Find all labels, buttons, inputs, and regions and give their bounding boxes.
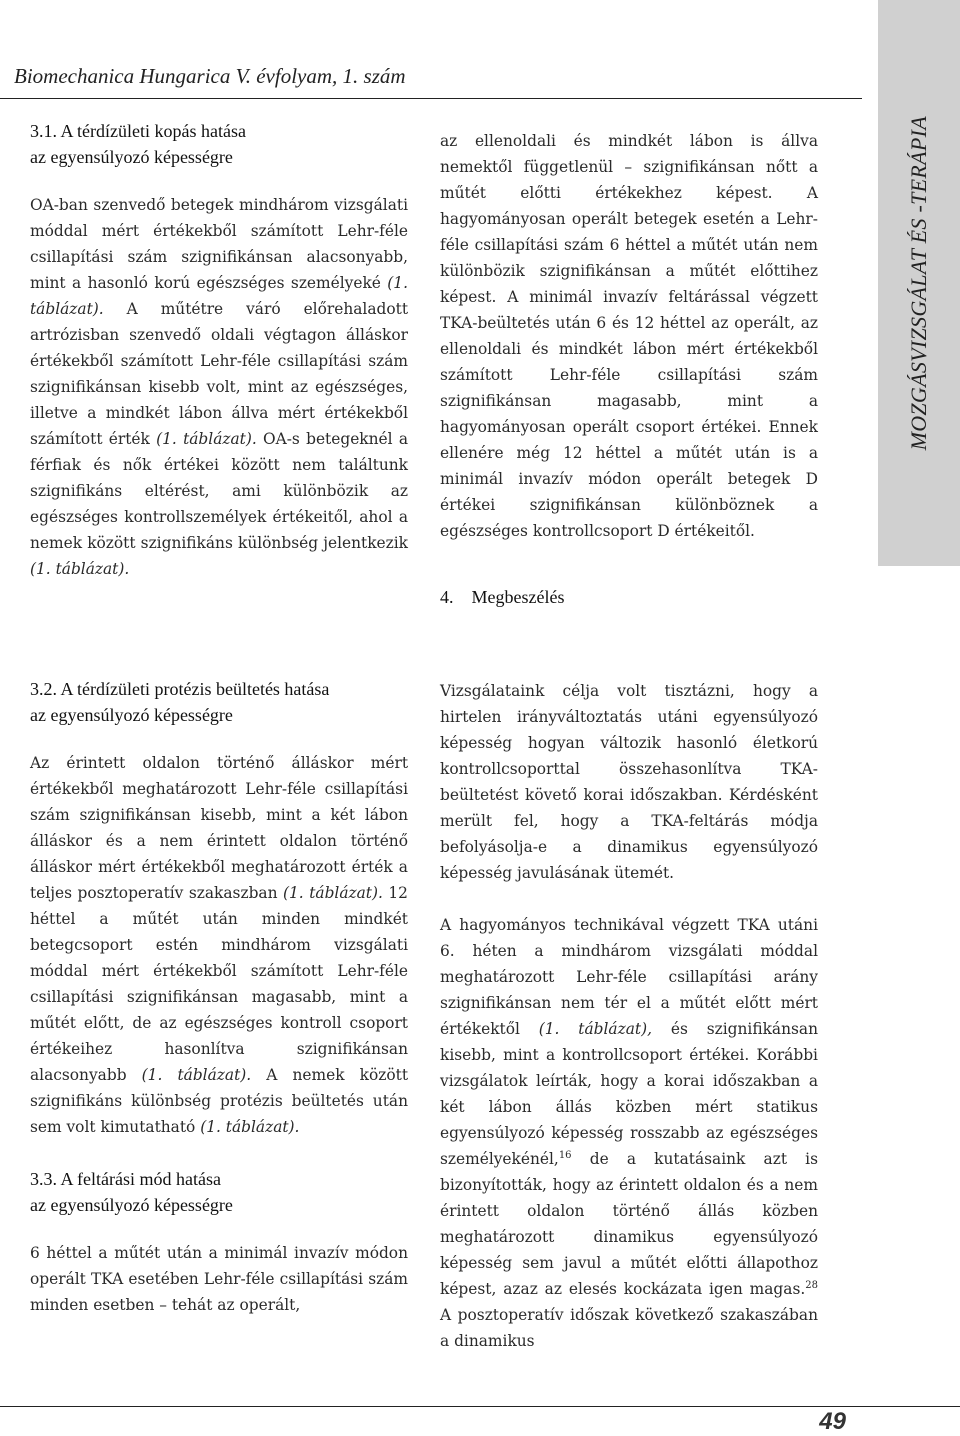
header-rule (0, 98, 862, 99)
citation-28: 28 (805, 1280, 818, 1291)
table-reference: (1. táblázat). (200, 1118, 300, 1136)
discussion-paragraph-1: Vizsgálataink célja volt tisztázni, hogy a hirtelen irányváltoztatás utáni egyensúlyozó képesség hogyan változik hasonló életkorú kontrollcsoporttal összehasonlítva TKA-beültetést követő korai időszakban. Kérdésként merült fel, hogy a TKA-feltárás módja befolyásolja-e a dinamikus egyensúlyozó képesség javulásának ütemét. (440, 682, 818, 882)
section-3-2-title-line1: 3.2. A térdízületi protézis beültetés hatása (30, 679, 330, 699)
table-reference: (1. táblázat). (283, 884, 383, 902)
side-section-label: MOZGÁSVIZSGÁLAT ÉS -TERÁPIA (906, 115, 931, 451)
discussion-paragraph-2: A hagyományos technikával végzett TKA utáni 6. héten a mindhárom vizsgálati móddal meghatározott Lehr-féle csillapítási arány szignifikánsan nem tér el a műtét előtt mért értékektől (1. táblázat), és szignifikánsan kisebb, mint a kontrollcsoport értékei. Korábbi vizsgálatok leírták, hogy a korai időszakban a két lábon állás közben mért statikus egyensúlyozó képesség rosszabb az egészséges személyekénél,$^{16}$ de a kutatásaink azt is bizonyították, hogy az érintett oldalon és a nem érintett oldalon történő állás közben meghatározott dinamikus egyensúlyozó képesség sem javul a műtét előtti állapothoz képest, azaz az elesés kockázata igen magas.$^{28}$ A posztoperatív időszak következő szakaszában a dinamikus (440, 916, 818, 1350)
section-4-discussion (440, 678, 818, 1354)
section-3-1 (30, 118, 408, 582)
table-reference: (1. táblázat), (538, 1020, 652, 1038)
table-reference: (1. táblázat). (30, 274, 408, 318)
side-section-tab (878, 0, 960, 566)
section-3-1-title-line1: 3.1. A térdízületi kopás hatása (30, 121, 246, 141)
section-3-3-title-line2: az egyensúlyozó képességre (30, 1195, 233, 1215)
table-reference: (1. táblázat). (30, 560, 130, 578)
section-3-3-continued-paragraph: az ellenoldali és mindkét lábon is állva nemektől függetlenül – szignifikánsan nőtt a műtét előtti értékekhez képest. A hagyományosan operált betegek esetén a Lehr-féle csillapítási szám 6 héttel a műtét után nem különbözik szignifikánsan a műtét előttihez képest. A minimál invazív feltárással végzett TKA-beültetés után 6 és 12 héttel az operált, az ellenoldali és mindkét lábon mért értékekből számított Lehr-féle csillapítási szám szignifikánsan magasabb, mint a hagyományosan operált csoport értékei. Ennek ellenére még 12 héttel a műtét után is a minimál invazív módon operált betegek D értékei szignifikánsan különböznek a egészséges kontrollcsoport D értékeitől. (440, 132, 818, 540)
section-3-3-continued (440, 128, 818, 610)
section-3-2-and-3-3 (30, 676, 408, 1318)
section-3-3-title-line1: 3.3. A feltárási mód hatása (30, 1169, 221, 1189)
running-header: Biomechanica Hungarica V. évfolyam, 1. szám (14, 64, 406, 88)
section-3-1-heading (30, 118, 408, 170)
section-3-1-title-line2: az egyensúlyozó képességre (30, 147, 233, 167)
page-number: 49 (819, 1408, 846, 1435)
footer-rule (0, 1406, 960, 1407)
table-reference: (1. táblázat). (156, 430, 257, 448)
section-3-2-heading (30, 676, 408, 728)
citation-16: 16 (558, 1150, 572, 1161)
table-reference: (1. táblázat). (141, 1066, 252, 1084)
section-4-heading: 4. Megbeszélés (440, 587, 565, 607)
section-3-2-title-line2: az egyensúlyozó képességre (30, 705, 233, 725)
section-3-3-heading (30, 1166, 408, 1218)
section-3-2-paragraph: Az érintett oldalon történő álláskor mért értékekből meghatározott Lehr-féle csillapítási szám szignifikánsan kisebb, mint a két lábon álláskor és a nem érintett oldalon történő álláskor mért értékekből meghatározott érték a teljes posztoperatív szakaszban (1. táblázat). 12 héttel a műtét után minden mindkét betegcsoport estén mindhárom vizsgálati móddal mért értékekből számított Lehr-féle csillapítási szignifikánsan magasabb, mint a műtét előtt, de az egészséges kontroll csoport értékeihez hasonlítva szignifikánsan alacsonyabb (1. táblázat). A nemek között szignifikáns különbség protézis beültetés után sem volt kimutatható (1. táblázat). (30, 754, 408, 1136)
section-3-1-paragraph: OA-ban szenvedő betegek mindhárom vizsgálati móddal mért értékekből számított Lehr-féle csillapítási szám szignifikánsan alacsonyabb, mint a hasonló korú egészséges személyeké (1. táblázat). A műtétre váró előrehaladott artrózisban szenvedő oldali végtagon álláskor értékekből számított Lehr-féle csillapítási szám szignifikánsan kisebb volt, mint az egészséges, illetve a mindkét lábon állva mért értékekből számított érték (1. táblázat). OA-s betegeknél a férfiak és nők értékei között nem találtunk szignifikáns eltérést, ami különbözik az egészséges kontrollszemélyek értékeitől, ahol a nemek között szignifikáns különbség jelentkezik (1. táblázat). (30, 196, 409, 578)
section-3-3-paragraph: 6 héttel a műtét után a minimál invazív módon operált TKA esetében Lehr-féle csillapítási szám minden esetben – tehát az operált, (30, 1244, 408, 1314)
